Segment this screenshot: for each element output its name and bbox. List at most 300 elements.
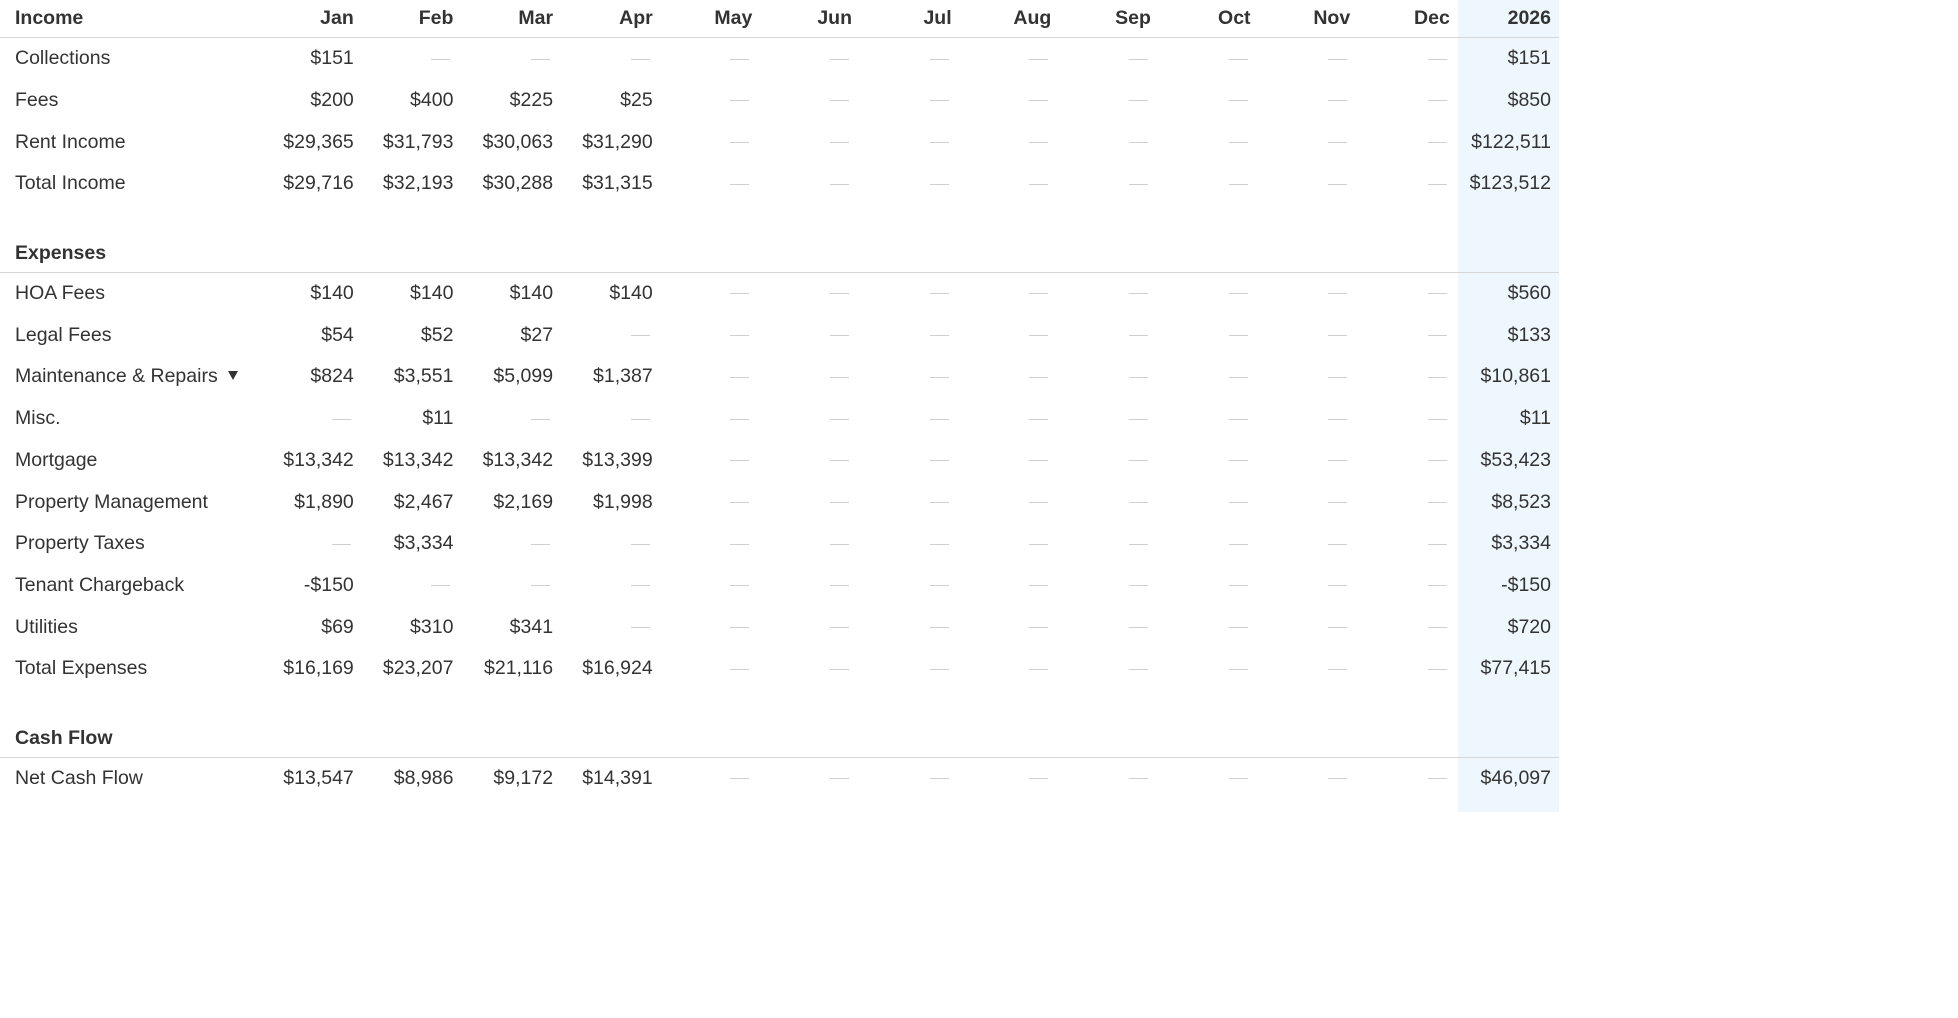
empty-cell — [661, 757, 761, 799]
dash-icon — [1328, 100, 1347, 101]
dash-icon — [830, 585, 849, 586]
dash-icon — [1229, 335, 1248, 336]
value-cell-mar: $5,099 — [493, 365, 554, 388]
empty-cell — [561, 565, 661, 607]
dash-icon — [1428, 142, 1447, 143]
empty-cell — [1159, 648, 1259, 690]
header-cell-empty — [960, 235, 1060, 273]
dash-icon — [1428, 502, 1447, 503]
empty-cell — [362, 565, 462, 607]
dash-icon — [730, 142, 749, 143]
year-total-cell: $151 — [1507, 47, 1551, 70]
value-cell-feb: $23,207 — [382, 657, 454, 680]
table-row-property-taxes — [0, 523, 1559, 565]
empty-cell — [1059, 314, 1159, 356]
header-cell-empty — [561, 235, 661, 273]
row-label — [0, 481, 262, 523]
table-row-hoa-fees — [0, 272, 1559, 314]
dash-icon — [1328, 502, 1347, 503]
value-cell-jan: $1,890 — [294, 490, 354, 513]
dash-icon — [531, 585, 550, 586]
value-cell-jan: $16,169 — [283, 657, 354, 680]
year-total-cell: -$150 — [1501, 573, 1551, 596]
row-label — [0, 38, 262, 80]
value-cell-feb: $3,334 — [393, 532, 454, 555]
dash-icon — [1328, 142, 1347, 143]
dash-icon — [830, 460, 849, 461]
dash-icon — [1428, 335, 1447, 336]
dash-icon — [1428, 544, 1447, 545]
dash-icon — [1229, 544, 1248, 545]
dash-icon — [830, 184, 849, 185]
value-cell-apr: $14,391 — [582, 766, 653, 789]
empty-cell — [1358, 272, 1458, 314]
dash-icon — [730, 184, 749, 185]
empty-cell — [960, 398, 1060, 440]
empty-cell — [461, 38, 561, 80]
header-cell-empty — [262, 720, 362, 758]
dash-icon — [1129, 335, 1148, 336]
table-row-net-cash-flow — [0, 757, 1559, 799]
value-cell-feb: $310 — [410, 615, 454, 638]
row-label — [0, 314, 262, 356]
dash-icon — [332, 544, 351, 545]
value-cell-jan: $13,547 — [283, 766, 354, 789]
row-label[interactable] — [0, 356, 262, 398]
empty-cell — [461, 398, 561, 440]
row-label-text: Legal Fees — [15, 323, 112, 346]
header-cell-empty — [1358, 720, 1458, 758]
empty-cell — [1259, 606, 1359, 648]
empty-cell — [661, 481, 761, 523]
empty-cell — [860, 606, 960, 648]
empty-cell — [1059, 606, 1159, 648]
dash-icon — [1029, 377, 1048, 378]
dash-icon — [1428, 460, 1447, 461]
row-label-text: Net Cash Flow — [15, 766, 143, 789]
empty-cell — [1059, 440, 1159, 482]
year-total-cell: $46,097 — [1480, 766, 1551, 789]
empty-cell — [1259, 757, 1359, 799]
empty-cell — [661, 38, 761, 80]
month-header-nov: Nov — [1259, 0, 1359, 38]
empty-cell — [1059, 356, 1159, 398]
empty-cell — [960, 121, 1060, 163]
dash-icon — [1229, 377, 1248, 378]
empty-cell — [1159, 481, 1259, 523]
empty-cell — [760, 565, 860, 607]
dash-icon — [1129, 419, 1148, 420]
row-label — [0, 523, 262, 565]
value-cell-feb: $140 — [410, 282, 454, 305]
dash-icon — [1029, 502, 1048, 503]
dash-icon — [1428, 184, 1447, 185]
dash-icon — [1029, 460, 1048, 461]
empty-cell — [960, 38, 1060, 80]
empty-cell — [1159, 38, 1259, 80]
dash-icon — [631, 419, 650, 420]
empty-cell — [1059, 565, 1159, 607]
empty-cell — [1358, 648, 1458, 690]
value-cell-apr: $25 — [620, 89, 653, 112]
header-cell-empty — [860, 235, 960, 273]
empty-cell — [760, 523, 860, 565]
row-label-text: Collections — [15, 47, 111, 70]
row-label — [0, 440, 262, 482]
year-total-cell: $133 — [1507, 323, 1551, 346]
dash-icon — [930, 544, 949, 545]
empty-cell — [1159, 121, 1259, 163]
header-cell-empty — [561, 720, 661, 758]
dash-icon — [1129, 142, 1148, 143]
dash-icon — [930, 142, 949, 143]
row-label — [0, 80, 262, 122]
value-cell-mar: $30,288 — [482, 172, 554, 195]
dash-icon — [1428, 293, 1447, 294]
dash-icon — [1328, 293, 1347, 294]
dash-icon — [631, 627, 650, 628]
empty-cell — [461, 565, 561, 607]
dash-icon — [431, 585, 450, 586]
dash-icon — [1428, 419, 1447, 420]
empty-cell — [960, 606, 1060, 648]
dash-icon — [1229, 778, 1248, 779]
dash-icon — [930, 377, 949, 378]
dash-icon — [1328, 59, 1347, 60]
empty-cell — [1159, 356, 1259, 398]
empty-cell — [661, 523, 761, 565]
dash-icon — [631, 335, 650, 336]
header-cell-empty — [661, 235, 761, 273]
month-header-jul: Jul — [860, 0, 960, 38]
dash-icon — [730, 585, 749, 586]
row-label — [0, 606, 262, 648]
empty-cell — [1358, 481, 1458, 523]
row-label-text: Fees — [15, 89, 59, 112]
value-cell-feb: $8,986 — [393, 766, 454, 789]
row-label-text: Misc. — [15, 407, 61, 430]
month-header-dec: Dec — [1358, 0, 1458, 38]
value-cell-jan: $140 — [310, 282, 354, 305]
table-row-total-income — [0, 163, 1559, 205]
empty-cell — [262, 398, 362, 440]
empty-cell — [1358, 356, 1458, 398]
value-cell-apr: $13,399 — [582, 448, 653, 471]
empty-cell — [760, 648, 860, 690]
value-cell-feb: $11 — [422, 407, 454, 430]
empty-cell — [661, 440, 761, 482]
value-cell-jan: $200 — [310, 89, 354, 112]
caret-down-icon[interactable] — [228, 371, 238, 380]
empty-cell — [860, 648, 960, 690]
dash-icon — [730, 778, 749, 779]
table-row-total-expenses — [0, 648, 1559, 690]
dash-icon — [1328, 184, 1347, 185]
empty-cell — [760, 314, 860, 356]
month-header-feb: Feb — [362, 0, 462, 38]
value-cell-mar: $13,342 — [482, 448, 554, 471]
dash-icon — [830, 544, 849, 545]
dash-icon — [930, 419, 949, 420]
empty-cell — [1059, 272, 1159, 314]
dash-icon — [1129, 544, 1148, 545]
value-cell-mar: $225 — [509, 89, 554, 112]
empty-cell — [760, 121, 860, 163]
dash-icon — [830, 377, 849, 378]
header-cell-empty — [1259, 235, 1359, 273]
month-header-jun: Jun — [760, 0, 860, 38]
table-row-collections — [0, 38, 1559, 80]
cash-flow-section-title: Cash Flow — [0, 720, 262, 758]
section-spacer — [0, 205, 1559, 235]
dash-icon — [1129, 100, 1148, 101]
empty-cell — [860, 440, 960, 482]
empty-cell — [1358, 314, 1458, 356]
dash-icon — [1129, 502, 1148, 503]
dash-icon — [1328, 377, 1347, 378]
dash-icon — [1129, 627, 1148, 628]
dash-icon — [730, 460, 749, 461]
year-total-cell: $53,423 — [1480, 448, 1551, 471]
empty-cell — [1159, 565, 1259, 607]
dash-icon — [930, 59, 949, 60]
empty-cell — [860, 272, 960, 314]
dash-icon — [930, 293, 949, 294]
empty-cell — [1159, 80, 1259, 122]
dash-icon — [531, 59, 550, 60]
dash-icon — [1029, 184, 1048, 185]
section-spacer — [0, 690, 1559, 720]
empty-cell — [561, 398, 661, 440]
value-cell-jan: $29,716 — [283, 172, 354, 195]
dash-icon — [730, 377, 749, 378]
empty-cell — [1059, 121, 1159, 163]
dash-icon — [431, 59, 450, 60]
empty-cell — [960, 272, 1060, 314]
empty-cell — [1159, 398, 1259, 440]
empty-cell — [1159, 163, 1259, 205]
dash-icon — [930, 585, 949, 586]
empty-cell — [1259, 565, 1359, 607]
empty-cell — [760, 757, 860, 799]
dash-icon — [1328, 627, 1347, 628]
empty-cell — [960, 440, 1060, 482]
value-cell-jan: $54 — [321, 323, 354, 346]
empty-cell — [1159, 757, 1259, 799]
year-total-cell: $3,334 — [1491, 532, 1551, 555]
row-label — [0, 648, 262, 690]
header-cell-empty — [760, 720, 860, 758]
empty-cell — [1259, 80, 1359, 122]
empty-cell — [661, 314, 761, 356]
expenses-header-row — [0, 235, 1559, 273]
empty-cell — [1358, 398, 1458, 440]
header-cell-empty — [960, 720, 1060, 758]
row-label — [0, 757, 262, 799]
value-cell-apr: $1,998 — [593, 490, 653, 513]
year-total-cell: $720 — [1507, 615, 1551, 638]
table-row-rent-income — [0, 121, 1559, 163]
dash-icon — [1129, 184, 1148, 185]
empty-cell — [661, 648, 761, 690]
header-cell-empty — [1259, 720, 1359, 758]
header-cell-empty — [1358, 235, 1458, 273]
dash-icon — [1129, 669, 1148, 670]
value-cell-mar: $9,172 — [493, 766, 554, 789]
row-label — [0, 565, 262, 607]
empty-cell — [1059, 757, 1159, 799]
dash-icon — [1229, 293, 1248, 294]
empty-cell — [561, 606, 661, 648]
dash-icon — [1428, 627, 1447, 628]
dash-icon — [730, 544, 749, 545]
dash-icon — [1328, 460, 1347, 461]
empty-cell — [1259, 356, 1359, 398]
empty-cell — [661, 121, 761, 163]
dash-icon — [730, 502, 749, 503]
table-row-fees — [0, 80, 1559, 122]
row-label-text: Property Management — [15, 490, 208, 513]
row-label — [0, 272, 262, 314]
dash-icon — [930, 460, 949, 461]
empty-cell — [561, 314, 661, 356]
empty-cell — [960, 648, 1060, 690]
value-cell-mar: $140 — [509, 282, 554, 305]
empty-cell — [760, 481, 860, 523]
dash-icon — [830, 142, 849, 143]
dash-icon — [1328, 778, 1347, 779]
month-header-jan: Jan — [262, 0, 362, 38]
dash-icon — [930, 778, 949, 779]
empty-cell — [960, 80, 1060, 122]
empty-cell — [860, 757, 960, 799]
dash-icon — [1029, 335, 1048, 336]
empty-cell — [860, 565, 960, 607]
header-cell-empty — [760, 235, 860, 273]
empty-cell — [1358, 163, 1458, 205]
empty-cell — [760, 440, 860, 482]
table-row-maintenance-and-repairs[interactable] — [0, 356, 1559, 398]
dash-icon — [1029, 419, 1048, 420]
empty-cell — [1059, 38, 1159, 80]
month-header-oct: Oct — [1159, 0, 1259, 38]
header-cell-empty — [860, 720, 960, 758]
empty-cell — [1259, 163, 1359, 205]
dash-icon — [1229, 502, 1248, 503]
empty-cell — [960, 314, 1060, 356]
row-label-text: Maintenance & Repairs — [15, 365, 218, 388]
empty-cell — [561, 38, 661, 80]
empty-cell — [461, 523, 561, 565]
dash-icon — [1029, 59, 1048, 60]
dash-icon — [1129, 778, 1148, 779]
table-row-property-management — [0, 481, 1559, 523]
table-row-legal-fees — [0, 314, 1559, 356]
dash-icon — [1428, 778, 1447, 779]
dash-icon — [1328, 585, 1347, 586]
dash-icon — [830, 419, 849, 420]
dash-icon — [1129, 59, 1148, 60]
header-cell-empty — [262, 235, 362, 273]
value-cell-apr: $16,924 — [582, 657, 653, 680]
header-cell-empty — [1059, 235, 1159, 273]
empty-cell — [1059, 648, 1159, 690]
header-cell-empty — [1159, 235, 1259, 273]
value-cell-apr: $140 — [609, 282, 653, 305]
empty-cell — [1358, 523, 1458, 565]
row-label-text: Total Expenses — [15, 657, 148, 680]
dash-icon — [1029, 544, 1048, 545]
dash-icon — [1428, 669, 1447, 670]
header-cell-empty — [1059, 720, 1159, 758]
dash-icon — [1229, 59, 1248, 60]
empty-cell — [661, 356, 761, 398]
empty-cell — [1159, 523, 1259, 565]
table-row-utilities — [0, 606, 1559, 648]
dash-icon — [930, 627, 949, 628]
empty-cell — [760, 80, 860, 122]
month-header-mar: Mar — [461, 0, 561, 38]
empty-cell — [1259, 272, 1359, 314]
empty-cell — [860, 481, 960, 523]
value-cell-jan: $151 — [310, 47, 354, 70]
dash-icon — [1129, 377, 1148, 378]
empty-cell — [1059, 80, 1159, 122]
dash-icon — [1328, 419, 1347, 420]
dash-icon — [730, 627, 749, 628]
empty-cell — [760, 356, 860, 398]
value-cell-apr: $31,315 — [582, 172, 653, 195]
header-cell-empty — [461, 720, 561, 758]
empty-cell — [1358, 80, 1458, 122]
dash-icon — [830, 669, 849, 670]
dash-icon — [531, 419, 550, 420]
empty-cell — [760, 398, 860, 440]
dash-icon — [1229, 460, 1248, 461]
dash-icon — [830, 627, 849, 628]
value-cell-feb: $2,467 — [393, 490, 454, 513]
value-cell-mar: $27 — [520, 323, 554, 346]
empty-cell — [661, 80, 761, 122]
year-total-cell: $10,861 — [1480, 365, 1551, 388]
dash-icon — [730, 419, 749, 420]
year-total-cell: $77,415 — [1480, 657, 1551, 680]
empty-cell — [960, 565, 1060, 607]
year-total-cell: $123,512 — [1469, 172, 1551, 195]
empty-cell — [860, 121, 960, 163]
value-cell-feb: $32,193 — [382, 172, 454, 195]
empty-cell — [1059, 523, 1159, 565]
header-cell-empty — [362, 235, 462, 273]
dash-icon — [930, 669, 949, 670]
dash-icon — [1328, 669, 1347, 670]
value-cell-mar: $341 — [509, 615, 554, 638]
empty-cell — [262, 523, 362, 565]
empty-cell — [561, 523, 661, 565]
dash-icon — [1428, 585, 1447, 586]
value-cell-mar: $2,169 — [493, 490, 554, 513]
dash-icon — [1029, 585, 1048, 586]
dash-icon — [1229, 100, 1248, 101]
empty-cell — [1358, 38, 1458, 80]
empty-cell — [760, 272, 860, 314]
value-cell-feb: $400 — [410, 89, 454, 112]
empty-cell — [1358, 606, 1458, 648]
dash-icon — [930, 502, 949, 503]
dash-icon — [830, 59, 849, 60]
empty-cell — [860, 38, 960, 80]
empty-cell — [661, 272, 761, 314]
